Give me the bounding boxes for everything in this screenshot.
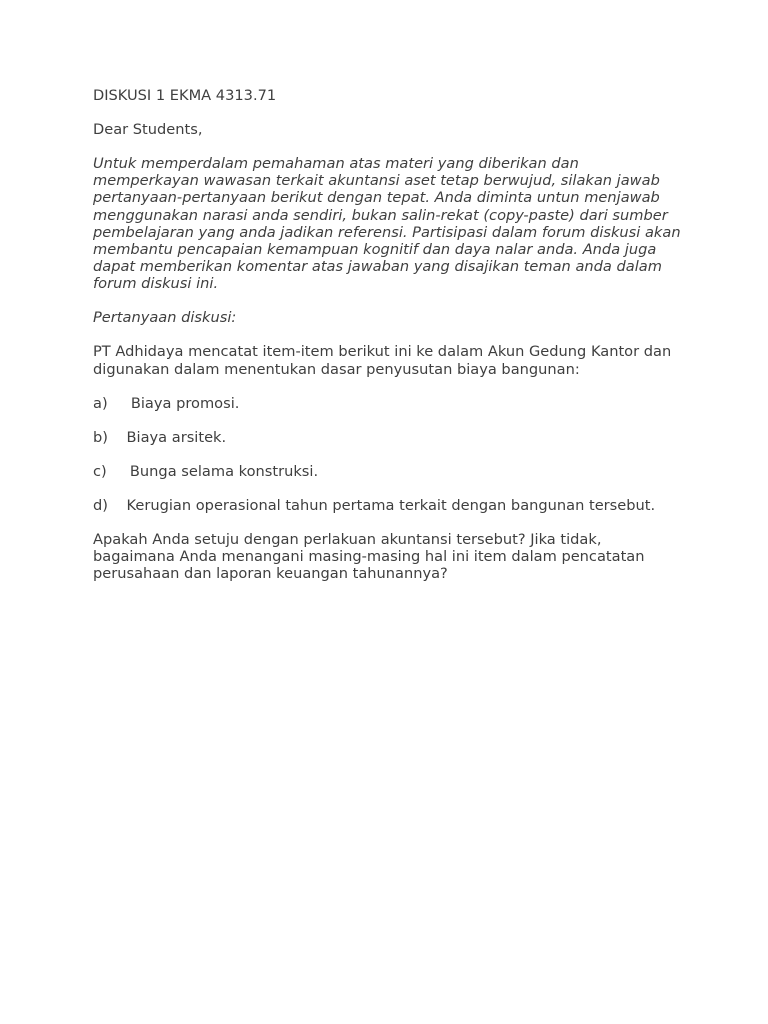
list-marker: b): [93, 428, 108, 446]
greeting: Dear Students,: [93, 121, 203, 138]
list-item-text: Kerugian operasional tahun pertama terkait dengan bangunan tersebut.: [126, 496, 656, 514]
list-item-text: Biaya promosi.: [130, 394, 240, 412]
list-marker: d): [93, 496, 108, 514]
list-item-a: [93, 395, 683, 412]
closing-question: Apakah Anda setuju dengan perlakuan akuntansi tersebut? Jika tidak, bagaimana Anda menangani masing-masing hal ini item dalam pencatatan perusahaan dan laporan keuangan tahunannya?: [93, 530, 645, 583]
intro-paragraph: Untuk memperdalam pemahaman atas materi yang diberikan dan memperkayan wawasan terkait akuntansi aset tetap berwujud, silakan jawab pertanyaan-pertanyaan berikut dengan tepat. Anda diminta untun menjawab menggunakan narasi anda sendiri, bukan salin-rekat (copy-paste) dari sumber pembelajaran yang anda jadikan referensi. Partisipasi dalam forum diskusi akan membantu pencapaian kemampuan kognitif dan daya nalar anda. Anda juga dapat memberikan komentar atas jawaban yang disajikan teman anda dalam forum diskusi ini.: [93, 155, 681, 293]
document-title: DISKUSI 1 EKMA 4313.71: [93, 87, 277, 104]
list-marker: c): [93, 462, 107, 480]
question-heading: Pertanyaan diskusi:: [93, 309, 237, 327]
document-page: [93, 87, 683, 599]
list-item-b: [93, 429, 683, 446]
list-item-d: [93, 497, 683, 514]
list-marker: a): [93, 394, 108, 412]
list-item-text: Bunga selama konstruksi.: [129, 462, 319, 480]
list-item-text: Biaya arsitek.: [126, 428, 227, 446]
case-text: PT Adhidaya mencatat item-item berikut ini ke dalam Akun Gedung Kantor dan digunakan dalam menentukan dasar penyusutan biaya bangunan:: [93, 343, 672, 378]
list-item-c: [93, 463, 683, 480]
